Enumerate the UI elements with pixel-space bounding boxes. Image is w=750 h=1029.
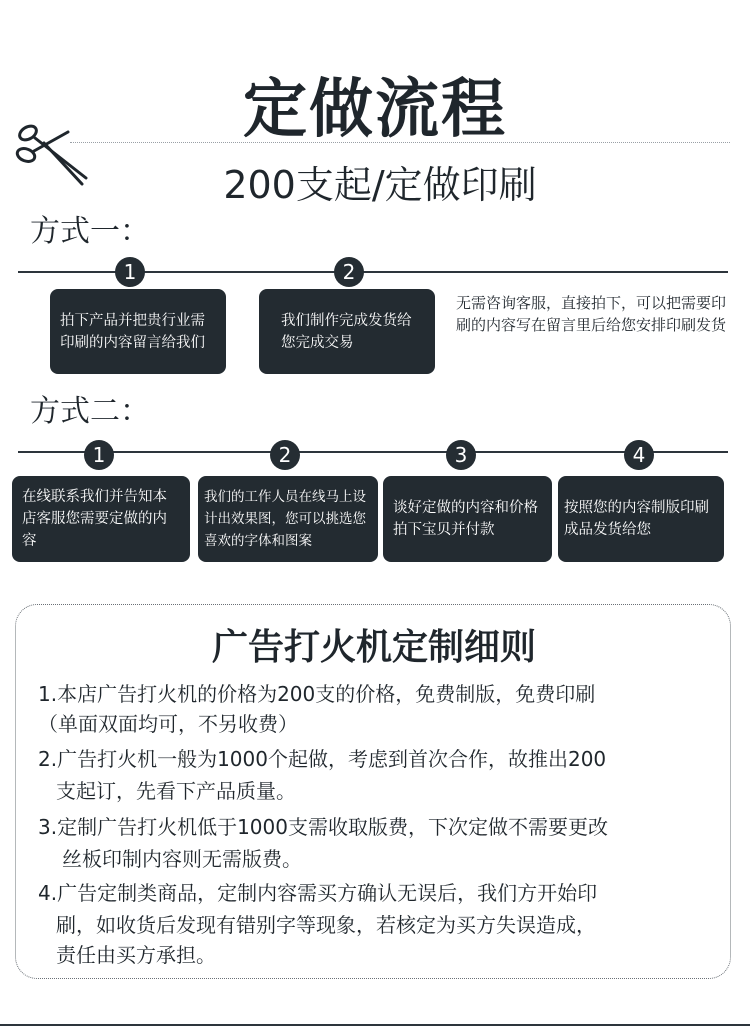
rule-3-line-2: 丝板印制内容则无需版费。 xyxy=(62,847,302,871)
method2-step-1-text: 在线联系我们并告知本店客服您需要定做的内容 xyxy=(22,489,167,549)
title-dotted-divider xyxy=(70,142,730,143)
method2-step-1-box xyxy=(12,476,190,562)
method1-step-1-number: 1 xyxy=(115,257,145,287)
method2-step-2-box xyxy=(198,476,378,562)
rule-2-line-1: 2.广告打火机一般为1000个起做，考虑到首次合作，故推出200 xyxy=(38,747,607,771)
rule-3-line-1: 3.定制广告打火机低于1000支需收取版费，下次定做不需要更改 xyxy=(38,815,608,839)
method2-step-3-text: 谈好定做的内容和价格拍下宝贝并付款 xyxy=(393,500,538,538)
details-panel xyxy=(15,604,731,979)
rule-4-line-3: 责任由买方承担。 xyxy=(56,943,216,967)
method1-step-1-text: 拍下产品并把贵行业需印刷的内容留言给我们 xyxy=(60,312,205,351)
rule-1-line-2: （单面双面均可，不另收费） xyxy=(38,712,298,736)
details-title: 广告打火机定制细则 xyxy=(211,627,536,668)
method1-label: 方式一： xyxy=(30,214,150,249)
method2-step-1-number: 1 xyxy=(84,440,114,470)
page-title: 定做流程 xyxy=(243,73,507,147)
method2-step-3-box xyxy=(383,476,552,562)
method2-step-2-number: 2 xyxy=(270,440,300,470)
subtitle: 200支起/定做印刷 xyxy=(223,163,537,207)
method2-step-4-number: 4 xyxy=(624,440,654,470)
rule-4-line-2: 刷，如收货后发现有错别字等现象，若核定为买方失误造成， xyxy=(56,913,596,937)
bottom-divider xyxy=(0,1024,750,1026)
rule-1-line-1: 1.本店广告打火机的价格为200支的价格，免费制版，免费印刷 xyxy=(38,682,596,706)
method2-label: 方式二： xyxy=(30,394,150,429)
method1-note: 无需咨询客服，直接拍下，可以把需要印刷的内容写在留言里后给您安排印刷发货 xyxy=(456,294,727,334)
method2-timeline xyxy=(18,451,728,453)
method2-step-4-box xyxy=(558,476,724,562)
method1-step-1-box xyxy=(50,289,226,374)
rule-4-line-1: 4.广告定制类商品，定制内容需买方确认无误后，我们方开始印 xyxy=(38,881,598,905)
rule-2-line-2: 支起订，先看下产品质量。 xyxy=(56,779,296,803)
method1-step-2-text: 我们制作完成发货给您完成交易 xyxy=(281,312,412,351)
method1-step-2-box xyxy=(259,289,435,374)
method2-step-3-number: 3 xyxy=(446,440,476,470)
method1-step-2-number: 2 xyxy=(334,257,364,287)
method2-step-2-text: 我们的工作人员在线马上设计出效果图，您可以挑选您喜欢的字体和图案 xyxy=(204,489,366,549)
method2-step-4-text: 按照您的内容制版印刷成品发货给您 xyxy=(564,500,709,538)
